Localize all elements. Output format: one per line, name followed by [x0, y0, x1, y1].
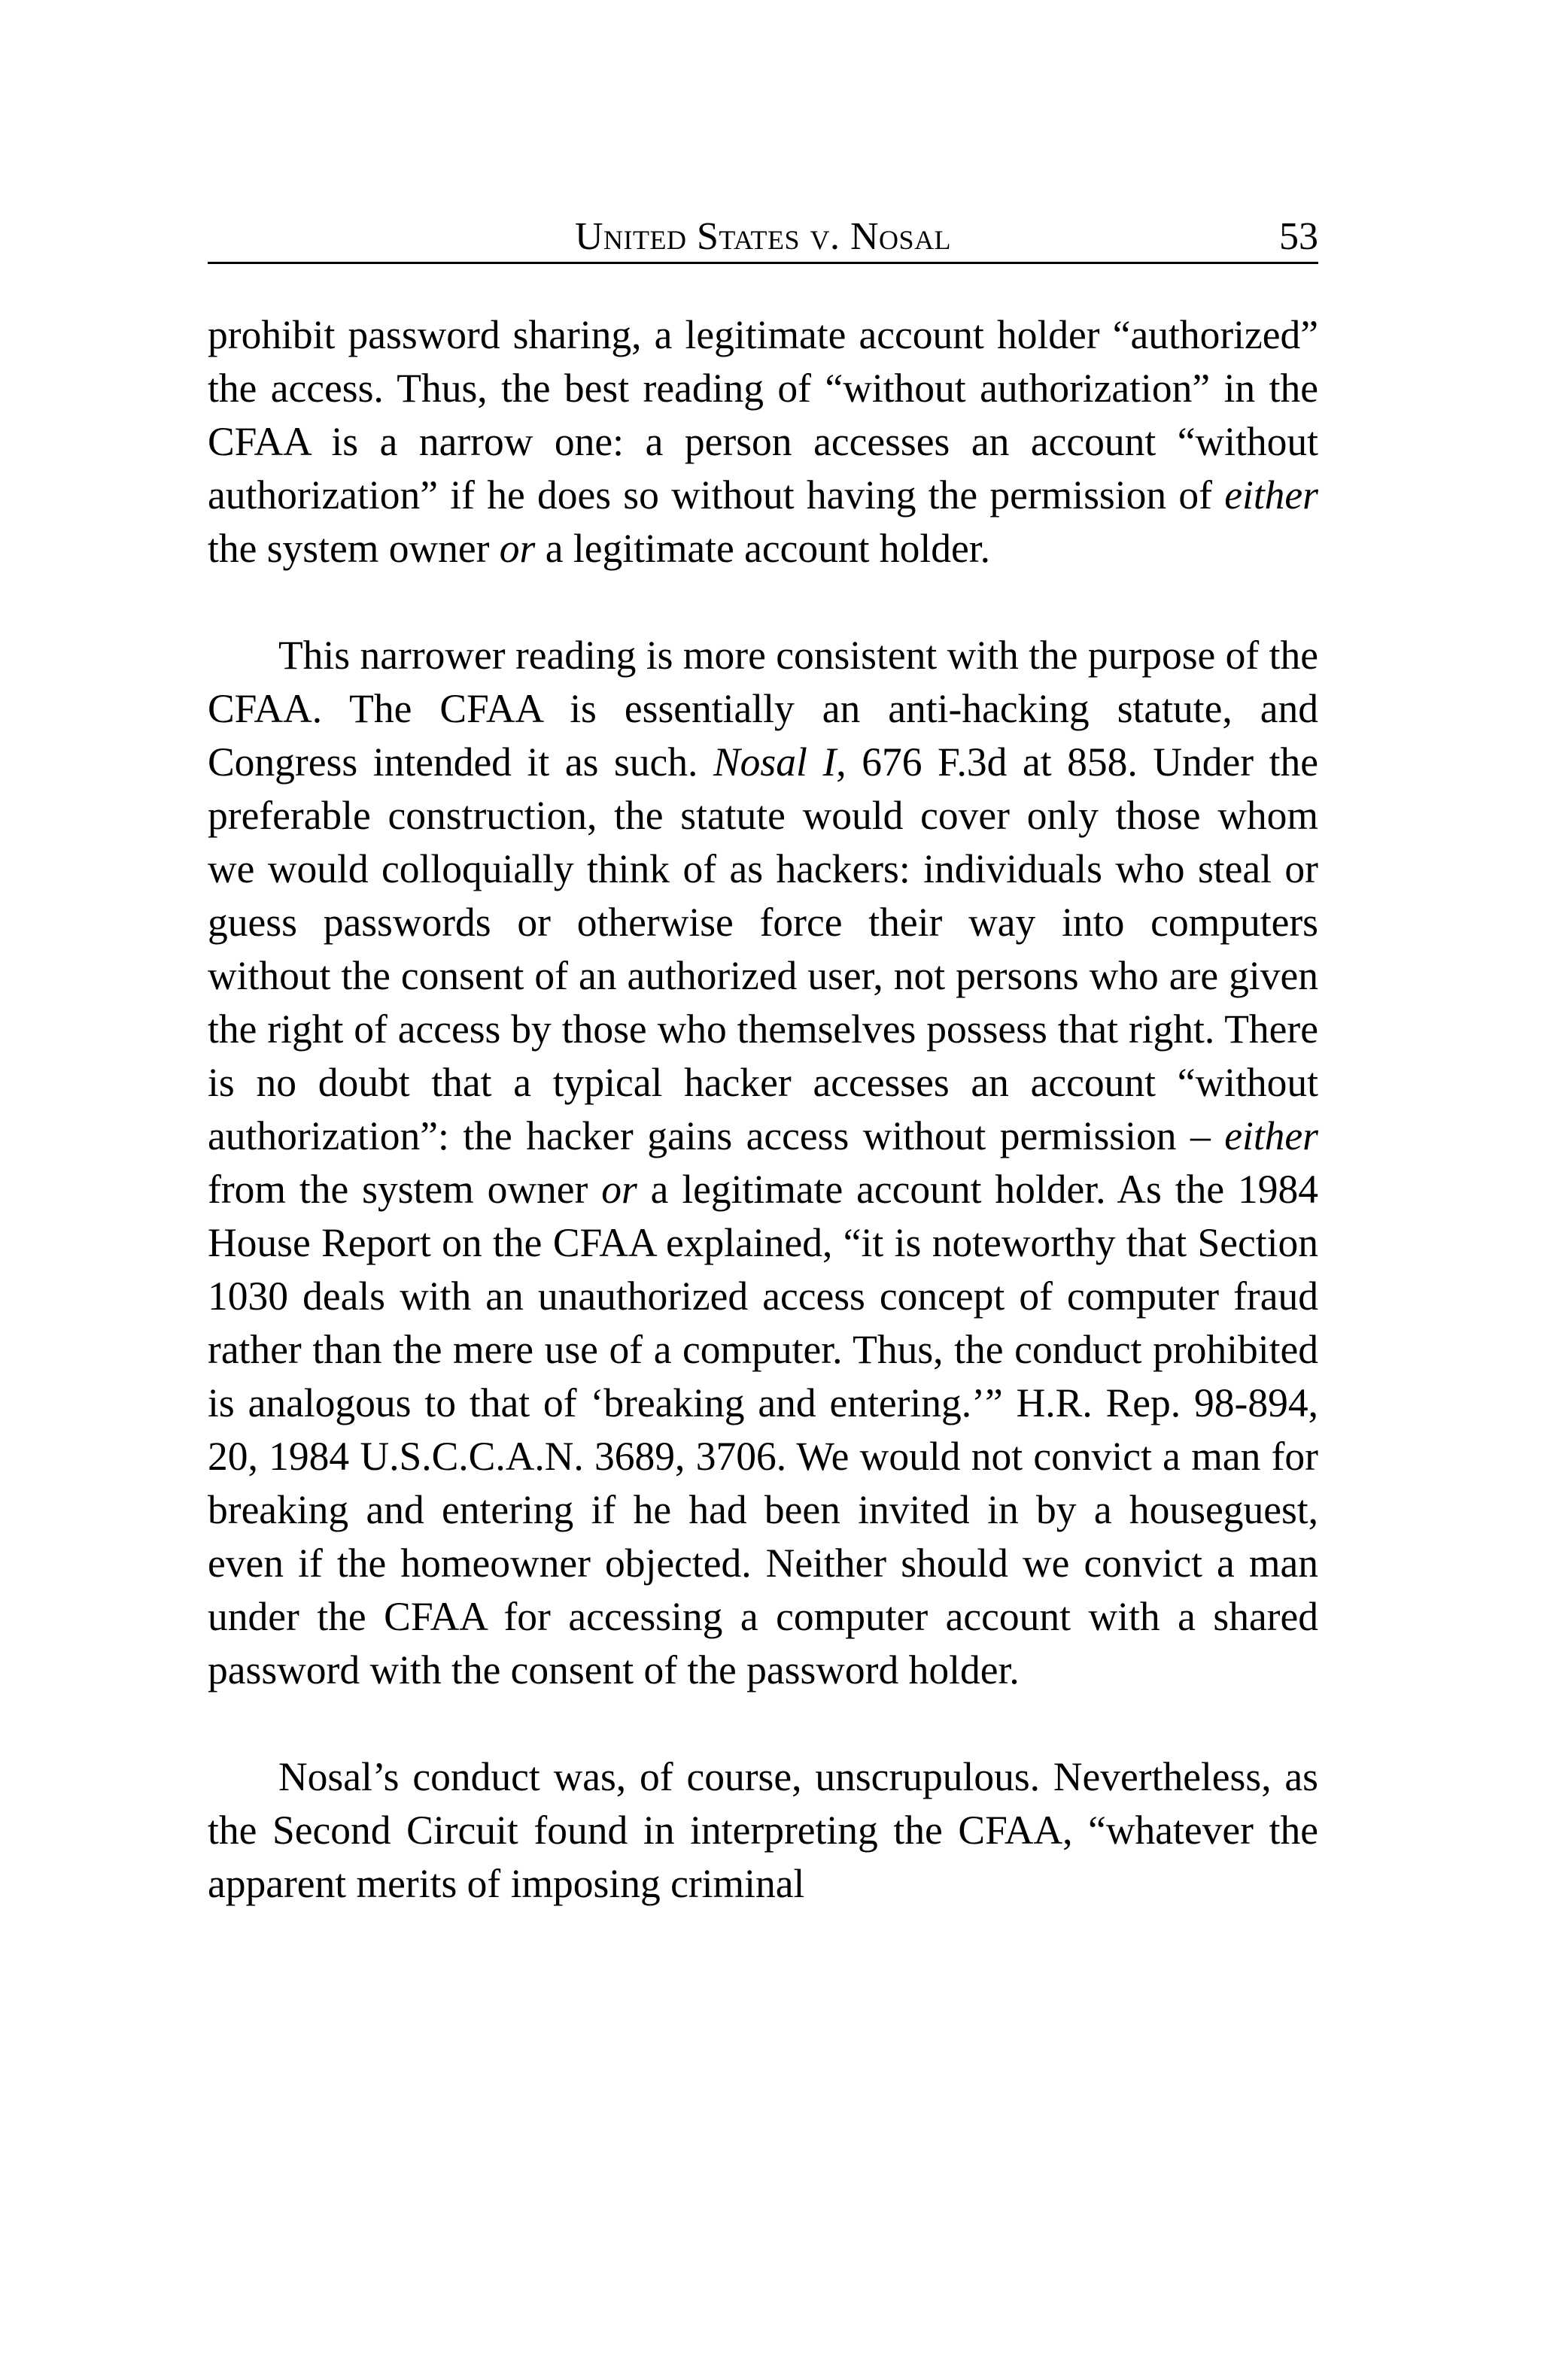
text-segment: , 676 F.3d at 858. Under the preferable construction, the statute would cover only those whom we would colloquially think of as hackers: individuals who steal or guess passwords or otherwise force their way into computers without the consent of an authorized user, not persons who are given the right of access by those who themselves possess that right. There is no doubt that a typical hacker accesses an account “without authorization”: the hacker gains access without permission – — [208, 739, 1319, 1158]
text-segment: a legitimate account holder. As the 1984 House Report on the CFAA explained, “it is noteworthy that Section 1030 deals with an unauthorized access concept of computer fraud rather than the mere use of a computer. Thus, the conduct prohibited is analogous to that of ‘breaking and entering.’” H.R. Rep. 98-894, 20, 1984 U.S.C.C.A.N. 3689, 3706. We would not convict a man for breaking and entering if he had been invited in by a houseguest, even if the homeowner objected. Neither should we convict a man under the CFAA for accessing a computer account with a shared password with the consent of the password holder. — [208, 1167, 1318, 1692]
running-title: United States v. Nosal — [574, 215, 952, 258]
emphasis-either: either — [1224, 1113, 1318, 1158]
body-text — [208, 308, 1318, 1911]
text-segment: Nosal’s conduct was, of course, unscrupulous. Nevertheless, as the Second Circuit found in interpreting the CFAA, “whatever the apparent merits of imposing criminal — [208, 1754, 1318, 1906]
emphasis-or: or — [601, 1167, 637, 1212]
text-segment: the system owner — [208, 526, 500, 571]
text-segment: This narrower reading is more consistent with the purpose of the CFAA. The CFAA is essentially an anti-hacking statute, and Congress intended it as such. — [208, 633, 1318, 785]
emphasis-either: either — [1224, 472, 1318, 518]
emphasis-or: or — [499, 526, 536, 571]
paragraph-1 — [208, 308, 1318, 575]
running-header — [208, 212, 1318, 264]
text-segment: a legitimate account holder. — [535, 526, 990, 571]
case-citation-nosal-i: Nosal I — [713, 739, 837, 785]
text-segment: from the system owner — [208, 1167, 602, 1212]
paragraph-3 — [208, 1750, 1318, 1911]
text-segment: prohibit password sharing, a legitimate account holder “authorized” the access. Thus, the best reading of “without authorization” in the CFAA is a narrow one: a person accesses an account “without authorization” if he does so without having the permission of — [208, 312, 1318, 518]
page-number: 53 — [1279, 215, 1318, 258]
paragraph-2 — [208, 629, 1318, 1697]
